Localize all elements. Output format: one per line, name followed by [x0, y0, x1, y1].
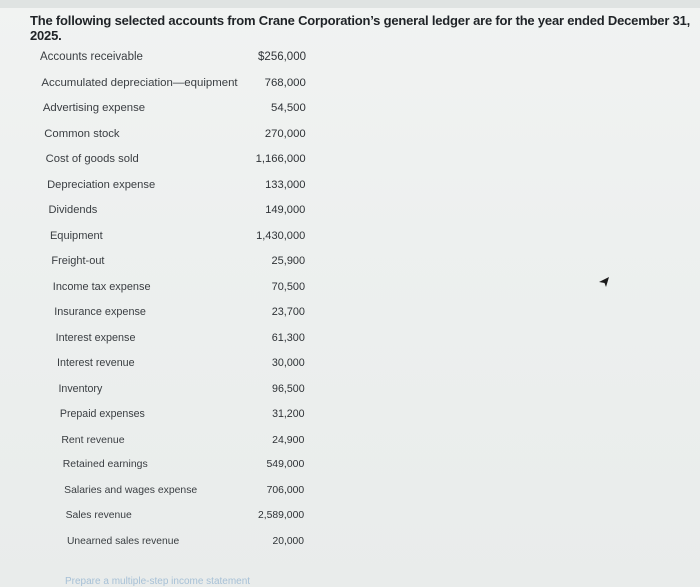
- account-amount: 61,300: [271, 331, 305, 344]
- account-name: Interest expense: [55, 331, 136, 344]
- account-row: [0, 51, 306, 69]
- account-row: [0, 459, 305, 477]
- account-amount: 2,589,000: [258, 510, 305, 522]
- account-row: [0, 229, 306, 248]
- account-amount: 133,000: [265, 178, 306, 191]
- account-amount: $256,000: [258, 51, 306, 63]
- account-amount: 768,000: [264, 76, 306, 89]
- account-amount: 1,166,000: [255, 153, 306, 166]
- account-name: Inventory: [58, 382, 103, 395]
- account-amount: 706,000: [266, 484, 305, 496]
- account-row: [0, 76, 306, 95]
- account-name: Depreciation expense: [47, 178, 156, 191]
- account-name: Advertising expense: [42, 102, 146, 115]
- account-name: Accumulated depreciation—equipment: [41, 76, 238, 89]
- account-amount: 549,000: [266, 459, 305, 471]
- account-name: Equipment: [49, 229, 103, 242]
- account-amount: 149,000: [265, 204, 306, 217]
- account-name: Dividends: [48, 204, 98, 217]
- account-row: [0, 127, 306, 146]
- account-row: [0, 331, 305, 350]
- account-name: Accounts receivable: [40, 51, 143, 63]
- account-row: [0, 102, 306, 120]
- account-amount: 270,000: [264, 127, 306, 140]
- account-name: Income tax expense: [52, 280, 151, 293]
- account-name: Interest revenue: [57, 357, 135, 370]
- account-row: [0, 204, 306, 222]
- account-row: [0, 280, 306, 299]
- account-amount: 54,500: [271, 102, 306, 115]
- account-name: Cost of goods sold: [45, 153, 139, 166]
- account-row: [0, 306, 305, 324]
- account-row: [0, 433, 305, 452]
- page-title: The following selected accounts from Crane Corporation’s general ledger are for the year ended December 31, 2025.: [30, 13, 691, 43]
- account-row: [0, 357, 305, 375]
- account-row: [0, 408, 305, 426]
- account-row: [0, 255, 306, 273]
- account-name: Insurance expense: [54, 306, 146, 319]
- account-name: Sales revenue: [65, 510, 132, 522]
- account-amount: 31,200: [272, 408, 305, 421]
- account-amount: 1,430,000: [256, 229, 306, 242]
- account-row: [0, 510, 305, 528]
- account-amount: 23,700: [271, 306, 305, 319]
- account-name: Salaries and wages expense: [64, 484, 198, 496]
- account-row: [0, 484, 305, 503]
- mouse-pointer-icon: [598, 276, 610, 288]
- account-amount: 96,500: [272, 382, 305, 395]
- account-name: Unearned sales revenue: [67, 536, 180, 547]
- account-amount: 70,500: [271, 280, 306, 293]
- account-row: [0, 153, 306, 171]
- account-name: Prepaid expenses: [59, 408, 145, 421]
- account-row: [0, 536, 304, 554]
- account-amount: 20,000: [272, 536, 304, 547]
- account-amount: 30,000: [271, 357, 305, 370]
- account-name: Retained earnings: [62, 459, 148, 471]
- account-row: [0, 178, 306, 197]
- account-amount: 24,900: [272, 433, 305, 446]
- account-name: Rent revenue: [61, 433, 125, 446]
- account-amount: 25,900: [271, 255, 306, 268]
- instruction-text: Prepare a multiple-step income statement: [65, 576, 251, 587]
- account-row: [0, 382, 305, 401]
- top-bar: [0, 0, 700, 8]
- account-name: Common stock: [44, 127, 120, 140]
- account-name: Freight-out: [51, 255, 105, 268]
